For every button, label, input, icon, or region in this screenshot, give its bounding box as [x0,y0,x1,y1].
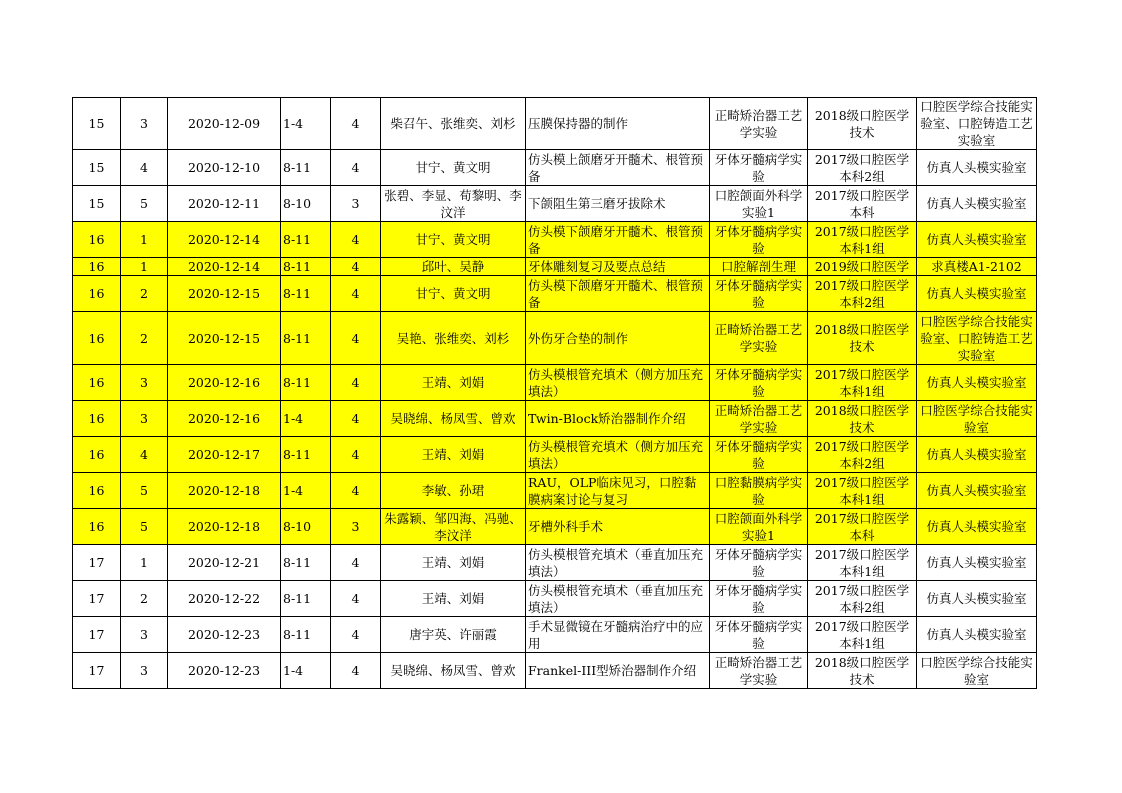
hours-cell: 4 [331,617,381,653]
week-cell: 17 [73,617,121,653]
week-cell: 17 [73,653,121,689]
date-cell: 2020-12-11 [168,186,281,222]
date-cell: 2020-12-22 [168,581,281,617]
class-cell: 2017级口腔医学本科1组 [808,473,917,509]
room-cell: 仿真人头模实验室 [917,222,1037,258]
hours-cell: 4 [331,150,381,186]
table-row [73,545,1037,581]
room-cell: 求真楼A1-2102 [917,258,1037,276]
lab-course-cell: 正畸矫治器工艺学实验 [710,98,808,150]
period-cell: 8-11 [281,437,331,473]
teachers-cell: 张碧、李显、荀黎明、李汶洋 [381,186,526,222]
teachers-cell: 甘宁、黄文明 [381,150,526,186]
hours-cell: 4 [331,258,381,276]
class-cell: 2018级口腔医学技术 [808,312,917,365]
date-cell: 2020-12-23 [168,653,281,689]
date-cell: 2020-12-16 [168,401,281,437]
topic-cell: 手术显微镜在牙髓病治疗中的应用 [526,617,710,653]
day-cell: 4 [121,150,168,186]
table-row [73,98,1037,150]
table-row [73,365,1037,401]
schedule-body [73,98,1037,689]
hours-cell: 4 [331,401,381,437]
hours-cell: 4 [331,312,381,365]
week-cell: 16 [73,437,121,473]
topic-cell: 牙体雕刻复习及要点总结 [526,258,710,276]
date-cell: 2020-12-18 [168,473,281,509]
room-cell: 仿真人头模实验室 [917,150,1037,186]
room-cell: 仿真人头模实验室 [917,186,1037,222]
day-cell: 2 [121,581,168,617]
table-row [73,186,1037,222]
period-cell: 8-11 [281,222,331,258]
lab-course-cell: 口腔黏膜病学实验 [710,473,808,509]
period-cell: 8-11 [281,258,331,276]
class-cell: 2017级口腔医学本科 [808,186,917,222]
lab-course-cell: 正畸矫治器工艺学实验 [710,653,808,689]
class-cell: 2017级口腔医学本科2组 [808,437,917,473]
period-cell: 8-11 [281,581,331,617]
day-cell: 5 [121,186,168,222]
teachers-cell: 王靖、刘娟 [381,545,526,581]
period-cell: 8-11 [281,276,331,312]
topic-cell: 压膜保持器的制作 [526,98,710,150]
topic-cell: 仿头模根管充填术（侧方加压充填法） [526,437,710,473]
lab-course-cell: 牙体牙髓病学实验 [710,150,808,186]
lab-course-cell: 口腔解剖生理 [710,258,808,276]
period-cell: 1-4 [281,473,331,509]
class-cell: 2017级口腔医学本科1组 [808,222,917,258]
day-cell: 4 [121,437,168,473]
day-cell: 3 [121,617,168,653]
room-cell: 口腔医学综合技能实验室 [917,401,1037,437]
week-cell: 16 [73,473,121,509]
topic-cell: 仿头模下颌磨牙开髓术、根管预备 [526,222,710,258]
lab-course-cell: 牙体牙髓病学实验 [710,581,808,617]
week-cell: 17 [73,545,121,581]
date-cell: 2020-12-10 [168,150,281,186]
day-cell: 3 [121,401,168,437]
teachers-cell: 王靖、刘娟 [381,437,526,473]
hours-cell: 3 [331,509,381,545]
teachers-cell: 邱叶、吴静 [381,258,526,276]
date-cell: 2020-12-09 [168,98,281,150]
schedule-table [72,97,1037,689]
week-cell: 16 [73,276,121,312]
class-cell: 2017级口腔医学本科2组 [808,581,917,617]
room-cell: 仿真人头模实验室 [917,473,1037,509]
room-cell: 口腔医学综合技能实验室 [917,653,1037,689]
teachers-cell: 朱露颖、邹四海、冯驰、李汶洋 [381,509,526,545]
lab-course-cell: 口腔颌面外科学实验1 [710,186,808,222]
hours-cell: 4 [331,473,381,509]
hours-cell: 3 [331,186,381,222]
table-row [73,312,1037,365]
lab-course-cell: 牙体牙髓病学实验 [710,365,808,401]
day-cell: 2 [121,312,168,365]
period-cell: 1-4 [281,653,331,689]
hours-cell: 4 [331,545,381,581]
day-cell: 3 [121,653,168,689]
room-cell: 仿真人头模实验室 [917,545,1037,581]
date-cell: 2020-12-21 [168,545,281,581]
lab-course-cell: 牙体牙髓病学实验 [710,276,808,312]
lab-course-cell: 牙体牙髓病学实验 [710,545,808,581]
topic-cell: 仿头模根管充填术（垂直加压充填法） [526,545,710,581]
table-row [73,473,1037,509]
class-cell: 2017级口腔医学本科2组 [808,150,917,186]
room-cell: 仿真人头模实验室 [917,276,1037,312]
class-cell: 2017级口腔医学本科2组 [808,276,917,312]
day-cell: 3 [121,98,168,150]
week-cell: 16 [73,258,121,276]
teachers-cell: 甘宁、黄文明 [381,276,526,312]
teachers-cell: 甘宁、黄文明 [381,222,526,258]
topic-cell: 牙槽外科手术 [526,509,710,545]
class-cell: 2017级口腔医学本科 [808,509,917,545]
day-cell: 2 [121,276,168,312]
hours-cell: 4 [331,276,381,312]
room-cell: 仿真人头模实验室 [917,617,1037,653]
period-cell: 8-11 [281,312,331,365]
table-row [73,258,1037,276]
lab-course-cell: 牙体牙髓病学实验 [710,222,808,258]
lab-course-cell: 牙体牙髓病学实验 [710,437,808,473]
room-cell: 仿真人头模实验室 [917,581,1037,617]
day-cell: 1 [121,222,168,258]
hours-cell: 4 [331,653,381,689]
topic-cell: 外伤牙合垫的制作 [526,312,710,365]
lab-course-cell: 正畸矫治器工艺学实验 [710,401,808,437]
day-cell: 1 [121,258,168,276]
week-cell: 15 [73,98,121,150]
day-cell: 1 [121,545,168,581]
week-cell: 16 [73,401,121,437]
class-cell: 2019级口腔医学 [808,258,917,276]
table-row [73,437,1037,473]
teachers-cell: 吴艳、张维奕、刘杉 [381,312,526,365]
period-cell: 1-4 [281,401,331,437]
hours-cell: 4 [331,437,381,473]
topic-cell: 仿头模根管充填术（侧方加压充填法） [526,365,710,401]
date-cell: 2020-12-14 [168,222,281,258]
topic-cell: RAU，OLP临床见习，口腔黏膜病案讨论与复习 [526,473,710,509]
hours-cell: 4 [331,222,381,258]
teachers-cell: 李敏、孙珺 [381,473,526,509]
week-cell: 15 [73,150,121,186]
table-row [73,401,1037,437]
period-cell: 8-10 [281,186,331,222]
room-cell: 仿真人头模实验室 [917,437,1037,473]
table-row [73,509,1037,545]
period-cell: 8-10 [281,509,331,545]
topic-cell: 仿头模根管充填术（垂直加压充填法） [526,581,710,617]
class-cell: 2017级口腔医学本科1组 [808,365,917,401]
date-cell: 2020-12-17 [168,437,281,473]
table-row [73,222,1037,258]
week-cell: 16 [73,365,121,401]
teachers-cell: 吴晓绵、杨凤雪、曾欢 [381,653,526,689]
teachers-cell: 王靖、刘娟 [381,365,526,401]
period-cell: 1-4 [281,98,331,150]
period-cell: 8-11 [281,545,331,581]
room-cell: 口腔医学综合技能实验室、口腔铸造工艺实验室 [917,312,1037,365]
table-row [73,653,1037,689]
table-row [73,276,1037,312]
date-cell: 2020-12-23 [168,617,281,653]
class-cell: 2017级口腔医学本科1组 [808,617,917,653]
teachers-cell: 唐宇英、许丽霞 [381,617,526,653]
room-cell: 仿真人头模实验室 [917,365,1037,401]
period-cell: 8-11 [281,150,331,186]
table-row [73,581,1037,617]
class-cell: 2018级口腔医学技术 [808,401,917,437]
date-cell: 2020-12-18 [168,509,281,545]
topic-cell: Twin-Block矫治器制作介绍 [526,401,710,437]
day-cell: 5 [121,509,168,545]
lab-course-cell: 口腔颌面外科学实验1 [710,509,808,545]
teachers-cell: 王靖、刘娟 [381,581,526,617]
class-cell: 2018级口腔医学技术 [808,98,917,150]
week-cell: 15 [73,186,121,222]
topic-cell: 下颌阻生第三磨牙拔除术 [526,186,710,222]
lab-course-cell: 牙体牙髓病学实验 [710,617,808,653]
day-cell: 3 [121,365,168,401]
table-row [73,617,1037,653]
hours-cell: 4 [331,98,381,150]
hours-cell: 4 [331,581,381,617]
hours-cell: 4 [331,365,381,401]
lab-course-cell: 正畸矫治器工艺学实验 [710,312,808,365]
room-cell: 口腔医学综合技能实验室、口腔铸造工艺实验室 [917,98,1037,150]
teachers-cell: 吴晓绵、杨凤雪、曾欢 [381,401,526,437]
period-cell: 8-11 [281,365,331,401]
topic-cell: 仿头模下颌磨牙开髓术、根管预备 [526,276,710,312]
week-cell: 16 [73,222,121,258]
week-cell: 16 [73,312,121,365]
week-cell: 16 [73,509,121,545]
topic-cell: Frankel-III型矫治器制作介绍 [526,653,710,689]
teachers-cell: 柴召午、张维奕、刘杉 [381,98,526,150]
class-cell: 2018级口腔医学技术 [808,653,917,689]
room-cell: 仿真人头模实验室 [917,509,1037,545]
date-cell: 2020-12-15 [168,276,281,312]
date-cell: 2020-12-14 [168,258,281,276]
class-cell: 2017级口腔医学本科1组 [808,545,917,581]
week-cell: 17 [73,581,121,617]
date-cell: 2020-12-16 [168,365,281,401]
date-cell: 2020-12-15 [168,312,281,365]
table-row [73,150,1037,186]
topic-cell: 仿头模上颌磨牙开髓术、根管预备 [526,150,710,186]
day-cell: 5 [121,473,168,509]
period-cell: 8-11 [281,617,331,653]
